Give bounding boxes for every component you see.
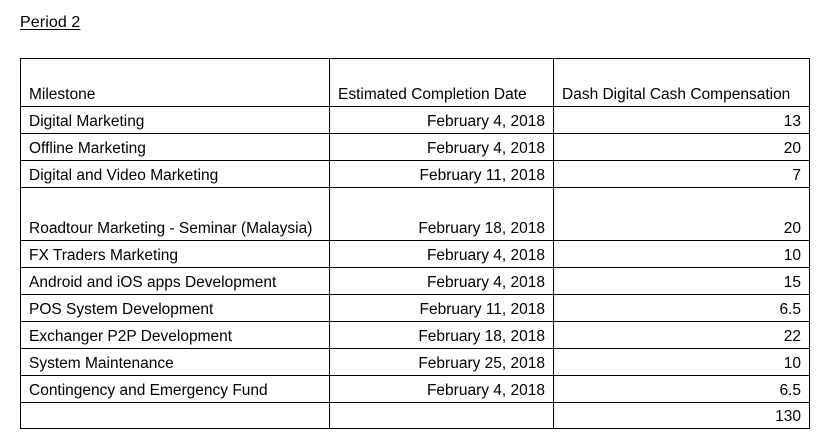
milestone-cell: System Maintenance <box>21 349 330 376</box>
amount-cell: 6.5 <box>554 295 810 322</box>
amount-cell: 20 <box>554 188 810 241</box>
milestone-cell: Digital Marketing <box>21 107 330 134</box>
table-row <box>21 349 810 376</box>
milestone-column-header: Milestone <box>21 59 330 107</box>
amount-cell: 15 <box>554 268 810 295</box>
table-row <box>21 107 810 134</box>
table-row <box>21 134 810 161</box>
amount-cell: 13 <box>554 107 810 134</box>
milestone-cell: Android and iOS apps Development <box>21 268 330 295</box>
date-cell: February 4, 2018 <box>330 241 554 268</box>
date-cell: February 4, 2018 <box>330 268 554 295</box>
amount-cell: 20 <box>554 134 810 161</box>
amount-cell: 22 <box>554 322 810 349</box>
date-cell: February 4, 2018 <box>330 134 554 161</box>
table-row <box>21 188 810 241</box>
amount-cell: 7 <box>554 161 810 188</box>
amount-cell: 10 <box>554 241 810 268</box>
table-header-row <box>21 59 810 107</box>
date-column-header: Estimated Completion Date <box>330 59 554 107</box>
date-cell: February 11, 2018 <box>330 161 554 188</box>
date-cell: February 4, 2018 <box>330 107 554 134</box>
date-cell: February 18, 2018 <box>330 188 554 241</box>
period-title: Period 2 <box>20 14 81 31</box>
table-row <box>21 376 810 403</box>
table-row <box>21 161 810 188</box>
milestone-cell: POS System Development <box>21 295 330 322</box>
table-row <box>21 268 810 295</box>
milestone-cell: Roadtour Marketing - Seminar (Malaysia) <box>21 188 330 241</box>
date-cell: February 11, 2018 <box>330 295 554 322</box>
milestone-cell: Exchanger P2P Development <box>21 322 330 349</box>
table-row <box>21 295 810 322</box>
table-row <box>21 322 810 349</box>
milestone-table <box>20 58 810 429</box>
milestone-cell: Digital and Video Marketing <box>21 161 330 188</box>
compensation-column-header: Dash Digital Cash Compensation <box>554 59 810 107</box>
milestone-cell: Contingency and Emergency Fund <box>21 376 330 403</box>
milestone-cell: Offline Marketing <box>21 134 330 161</box>
amount-cell: 10 <box>554 349 810 376</box>
amount-cell: 6.5 <box>554 376 810 403</box>
total-row <box>21 403 810 429</box>
date-cell: February 18, 2018 <box>330 322 554 349</box>
milestone-cell: FX Traders Marketing <box>21 241 330 268</box>
total-empty-cell <box>330 403 554 429</box>
total-amount-cell: 130 <box>554 403 810 429</box>
table-row <box>21 241 810 268</box>
total-empty-cell <box>21 403 330 429</box>
date-cell: February 25, 2018 <box>330 349 554 376</box>
date-cell: February 4, 2018 <box>330 376 554 403</box>
